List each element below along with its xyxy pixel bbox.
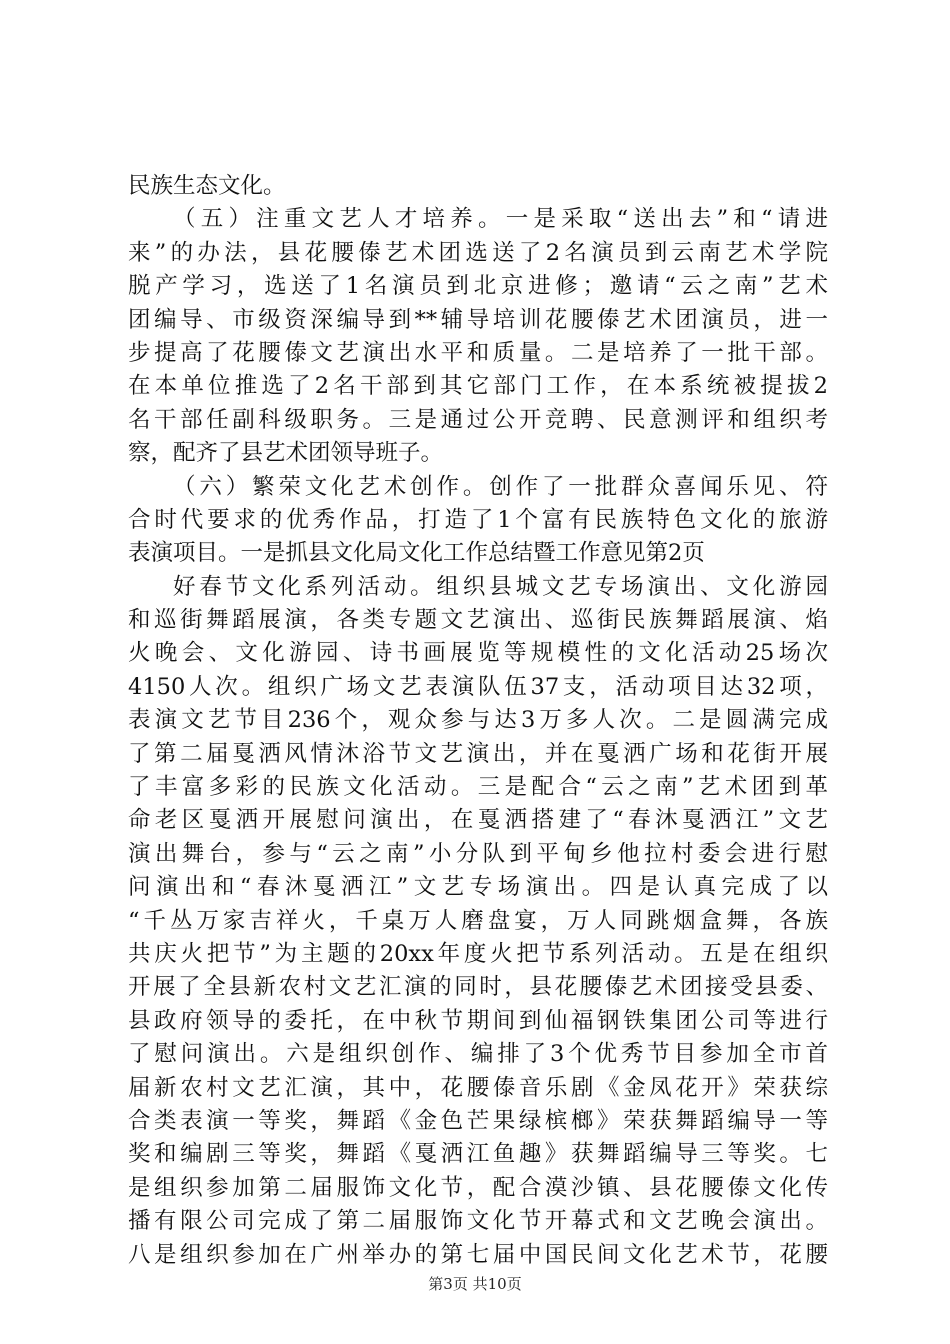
text-line: 共庆火把节”为主题的20xx年度火把节系列活动。五是在组织: [128, 940, 828, 967]
text-line: 是组织参加第二届服饰文化节，配合漠沙镇、县花腰傣文化传: [128, 1174, 828, 1201]
text-line: “千丛万家吉祥火，千桌万人磨盘宴，万人同跳烟盒舞，各族: [128, 907, 828, 934]
paragraph-start-line: 好春节文化系列活动。组织县城文艺专场演出、文化游园: [173, 573, 828, 600]
paragraph-start-line: （五）注重文艺人才培养。一是采取“送出去”和“请进: [173, 206, 828, 233]
text-line: 命老区戛洒开展慰问演出，在戛洒搭建了“春沐戛洒江”文艺: [128, 807, 828, 834]
text-line: 名干部任副科级职务。三是通过公开竞聘、民意测评和组织考: [128, 406, 828, 433]
text-line: 察，配齐了县艺术团领导班子。: [128, 440, 444, 467]
paragraph-start-line: （六）繁荣文化艺术创作。创作了一批群众喜闻乐见、符: [173, 473, 828, 500]
text-line: 奖和编剧三等奖，舞蹈《戛洒江鱼趣》获舞蹈编导三等奖。七: [128, 1141, 828, 1168]
text-line: 脱产学习，选送了1名演员到北京进修；邀请“云之南”艺术: [128, 273, 828, 300]
text-line: 表演项目。一是抓县文化局文化工作总结暨工作意见第2页: [128, 540, 705, 567]
text-line: 问演出和“春沐戛洒江”文艺专场演出。四是认真完成了以: [128, 874, 828, 901]
text-line: 4150人次。组织广场文艺表演队伍37支，活动项目达32项，: [128, 673, 828, 700]
page-number-footer: 第3页 共10页: [428, 1275, 522, 1293]
text-line: 团编导、市级资深编导到**辅导培训花腰傣艺术团演员，进一: [128, 306, 828, 333]
text-line: 了丰富多彩的民族文化活动。三是配合“云之南”艺术团到革: [128, 774, 828, 801]
text-line: 表演文艺节目236个，观众参与达3万多人次。二是圆满完成: [128, 707, 828, 734]
text-line: 开展了全县新农村文艺汇演的同时，县花腰傣艺术团接受县委、: [128, 974, 828, 1001]
text-line: 播有限公司完成了第二届服饰文化节开幕式和文艺晚会演出。: [128, 1208, 828, 1235]
text-line: 县政府领导的委托，在中秋节期间到仙福钢铁集团公司等进行: [128, 1007, 828, 1034]
text-line: 合时代要求的优秀作品，打造了1个富有民族特色文化的旅游: [128, 506, 828, 533]
text-line: 届新农村文艺汇演，其中，花腰傣音乐剧《金凤花开》荣获综: [128, 1074, 828, 1101]
text-line: 在本单位推选了2名干部到其它部门工作，在本系统被提拔2: [128, 373, 828, 400]
text-line: 八是组织参加在广州举办的第七届中国民间文化艺术节，花腰: [128, 1241, 828, 1268]
text-line: 来”的办法，县花腰傣艺术团选送了2名演员到云南艺术学院: [128, 239, 828, 266]
text-line: 合类表演一等奖，舞蹈《金色芒果绿槟榔》荣获舞蹈编导一等: [128, 1107, 828, 1134]
text-line: 了第二届戛洒风情沐浴节文艺演出，并在戛洒广场和花街开展: [128, 740, 828, 767]
text-line: 演出舞台，参与“云之南”小分队到平甸乡他拉村委会进行慰: [128, 840, 828, 867]
text-line: 了慰问演出。六是组织创作、编排了3个优秀节目参加全市首: [128, 1041, 828, 1068]
text-line: 民族生态文化。: [128, 173, 286, 199]
text-line: 步提高了花腰傣文艺演出水平和质量。二是培养了一批干部。: [128, 339, 828, 366]
text-line: 和巡街舞蹈展演，各类专题文艺演出、巡街民族舞蹈展演、焰: [128, 607, 828, 634]
text-line: 火晚会、文化游园、诗书画展览等规模性的文化活动25场次: [128, 640, 828, 667]
body-text: [128, 170, 828, 1272]
